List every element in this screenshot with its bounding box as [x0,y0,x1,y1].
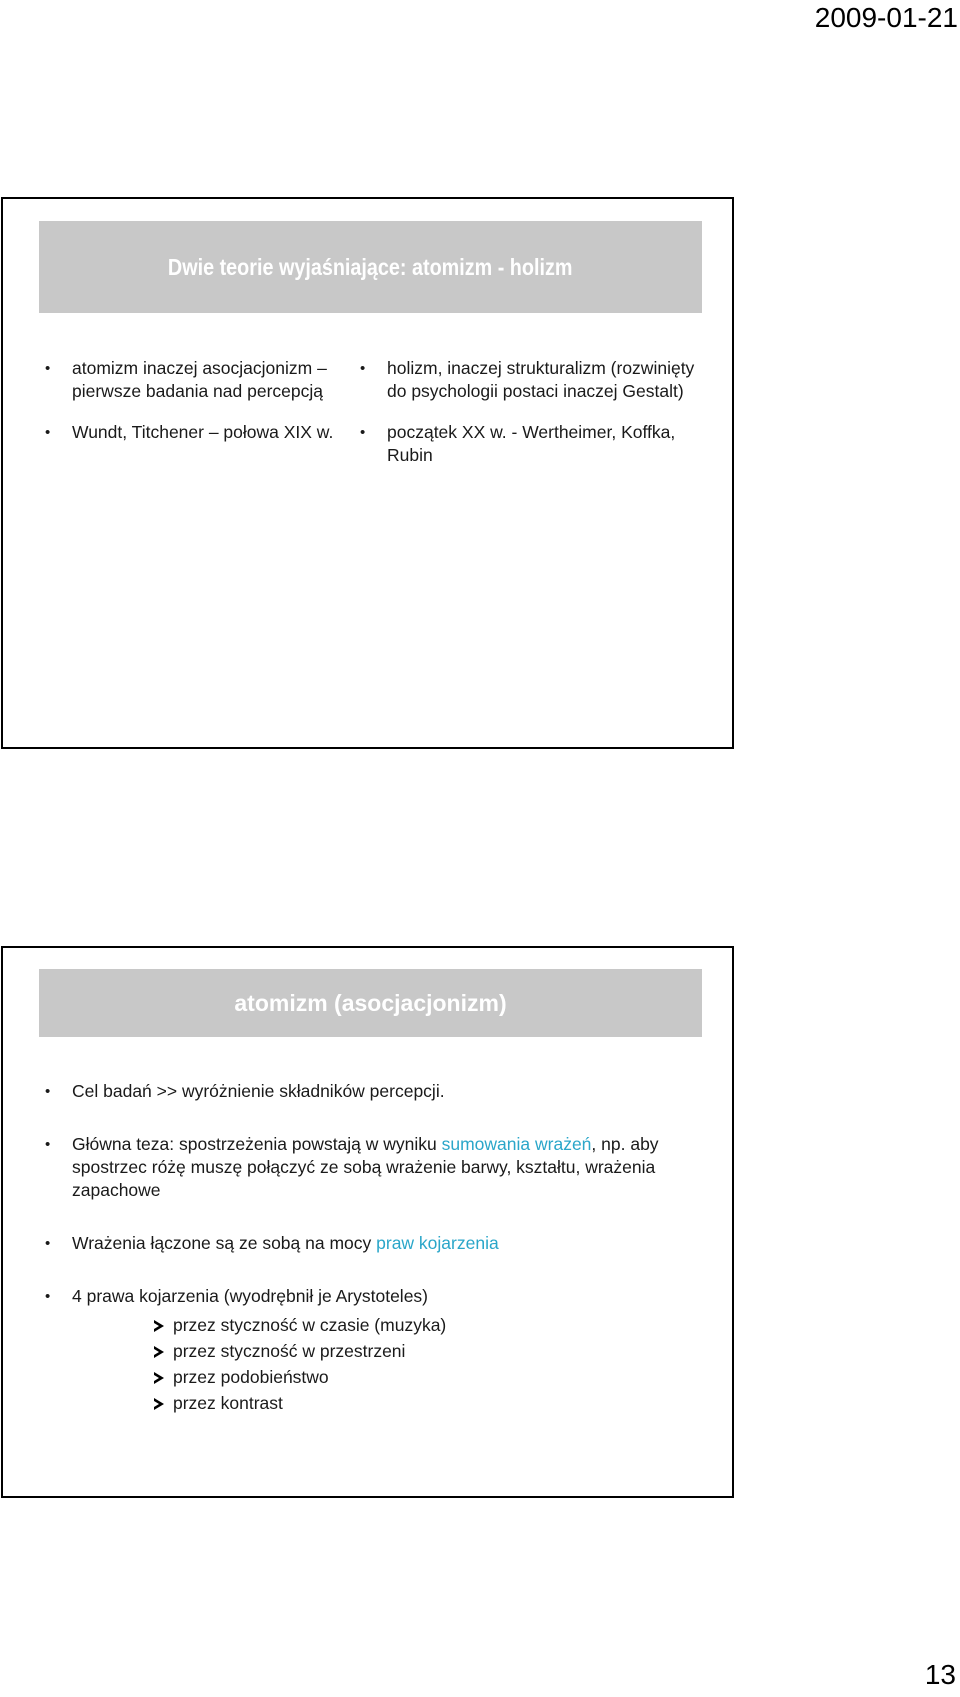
page-number: 13 [924,1659,956,1690]
highlighted-term: praw kojarzenia [376,1233,499,1253]
list-item [3,1232,733,1255]
slide-body-list [3,1080,733,1446]
slide-title-bar [39,969,702,1037]
sub-list [72,1312,733,1416]
list-item: • Wundt, Titchener – połowa XIX w. [3,421,363,444]
slide-title: atomizm (asocjacjonizm) [234,989,507,1016]
list-item [3,1133,733,1202]
list-item: • holizm, inaczej strukturalizm (rozwinięty do psychologii postaci inaczej Gestalt) [318,357,698,403]
slide-title: Dwie teorie wyjaśniające: atomizm - holizm [168,253,573,280]
sub-list-item: przez styczność w czasie (muzyka) [72,1312,733,1338]
slide-atomizm [1,946,734,1498]
header-date: 2009-01-21 [814,2,958,33]
list-item: • początek XX w. - Wertheimer, Koffka, Rubin [318,421,698,467]
bullet-text: Główna teza: spostrzeżenia powstają w wyniku [72,1134,442,1154]
slide-title-bar [39,221,702,313]
highlighted-term: sumowania wrażeń [441,1134,592,1154]
sub-list-item: przez styczność w przestrzeni [72,1338,733,1364]
list-item: • Cel badań >> wyróżnienie składników percepcji. [3,1080,733,1103]
sub-list-item: przez podobieństwo [72,1364,733,1390]
bullet-text: Wrażenia łączone są ze sobą na mocy [72,1233,377,1253]
left-column-list [3,357,363,462]
bullet-text: , np. aby spostrzec różę muszę połączyć ze sobą wrażenie barwy, kształtu, wrażenia zapachowe [72,1134,659,1200]
slide-atomizm-holizm [1,197,734,749]
list-item [3,1285,733,1416]
list-item: • atomizm inaczej asocjacjonizm – pierwsze badania nad percepcją [3,357,363,403]
right-column-list [318,357,698,485]
sub-list-item: przez kontrast [72,1390,733,1416]
bullet-text: 4 prawa kojarzenia (wyodrębnił je Arystoteles) [72,1286,428,1306]
